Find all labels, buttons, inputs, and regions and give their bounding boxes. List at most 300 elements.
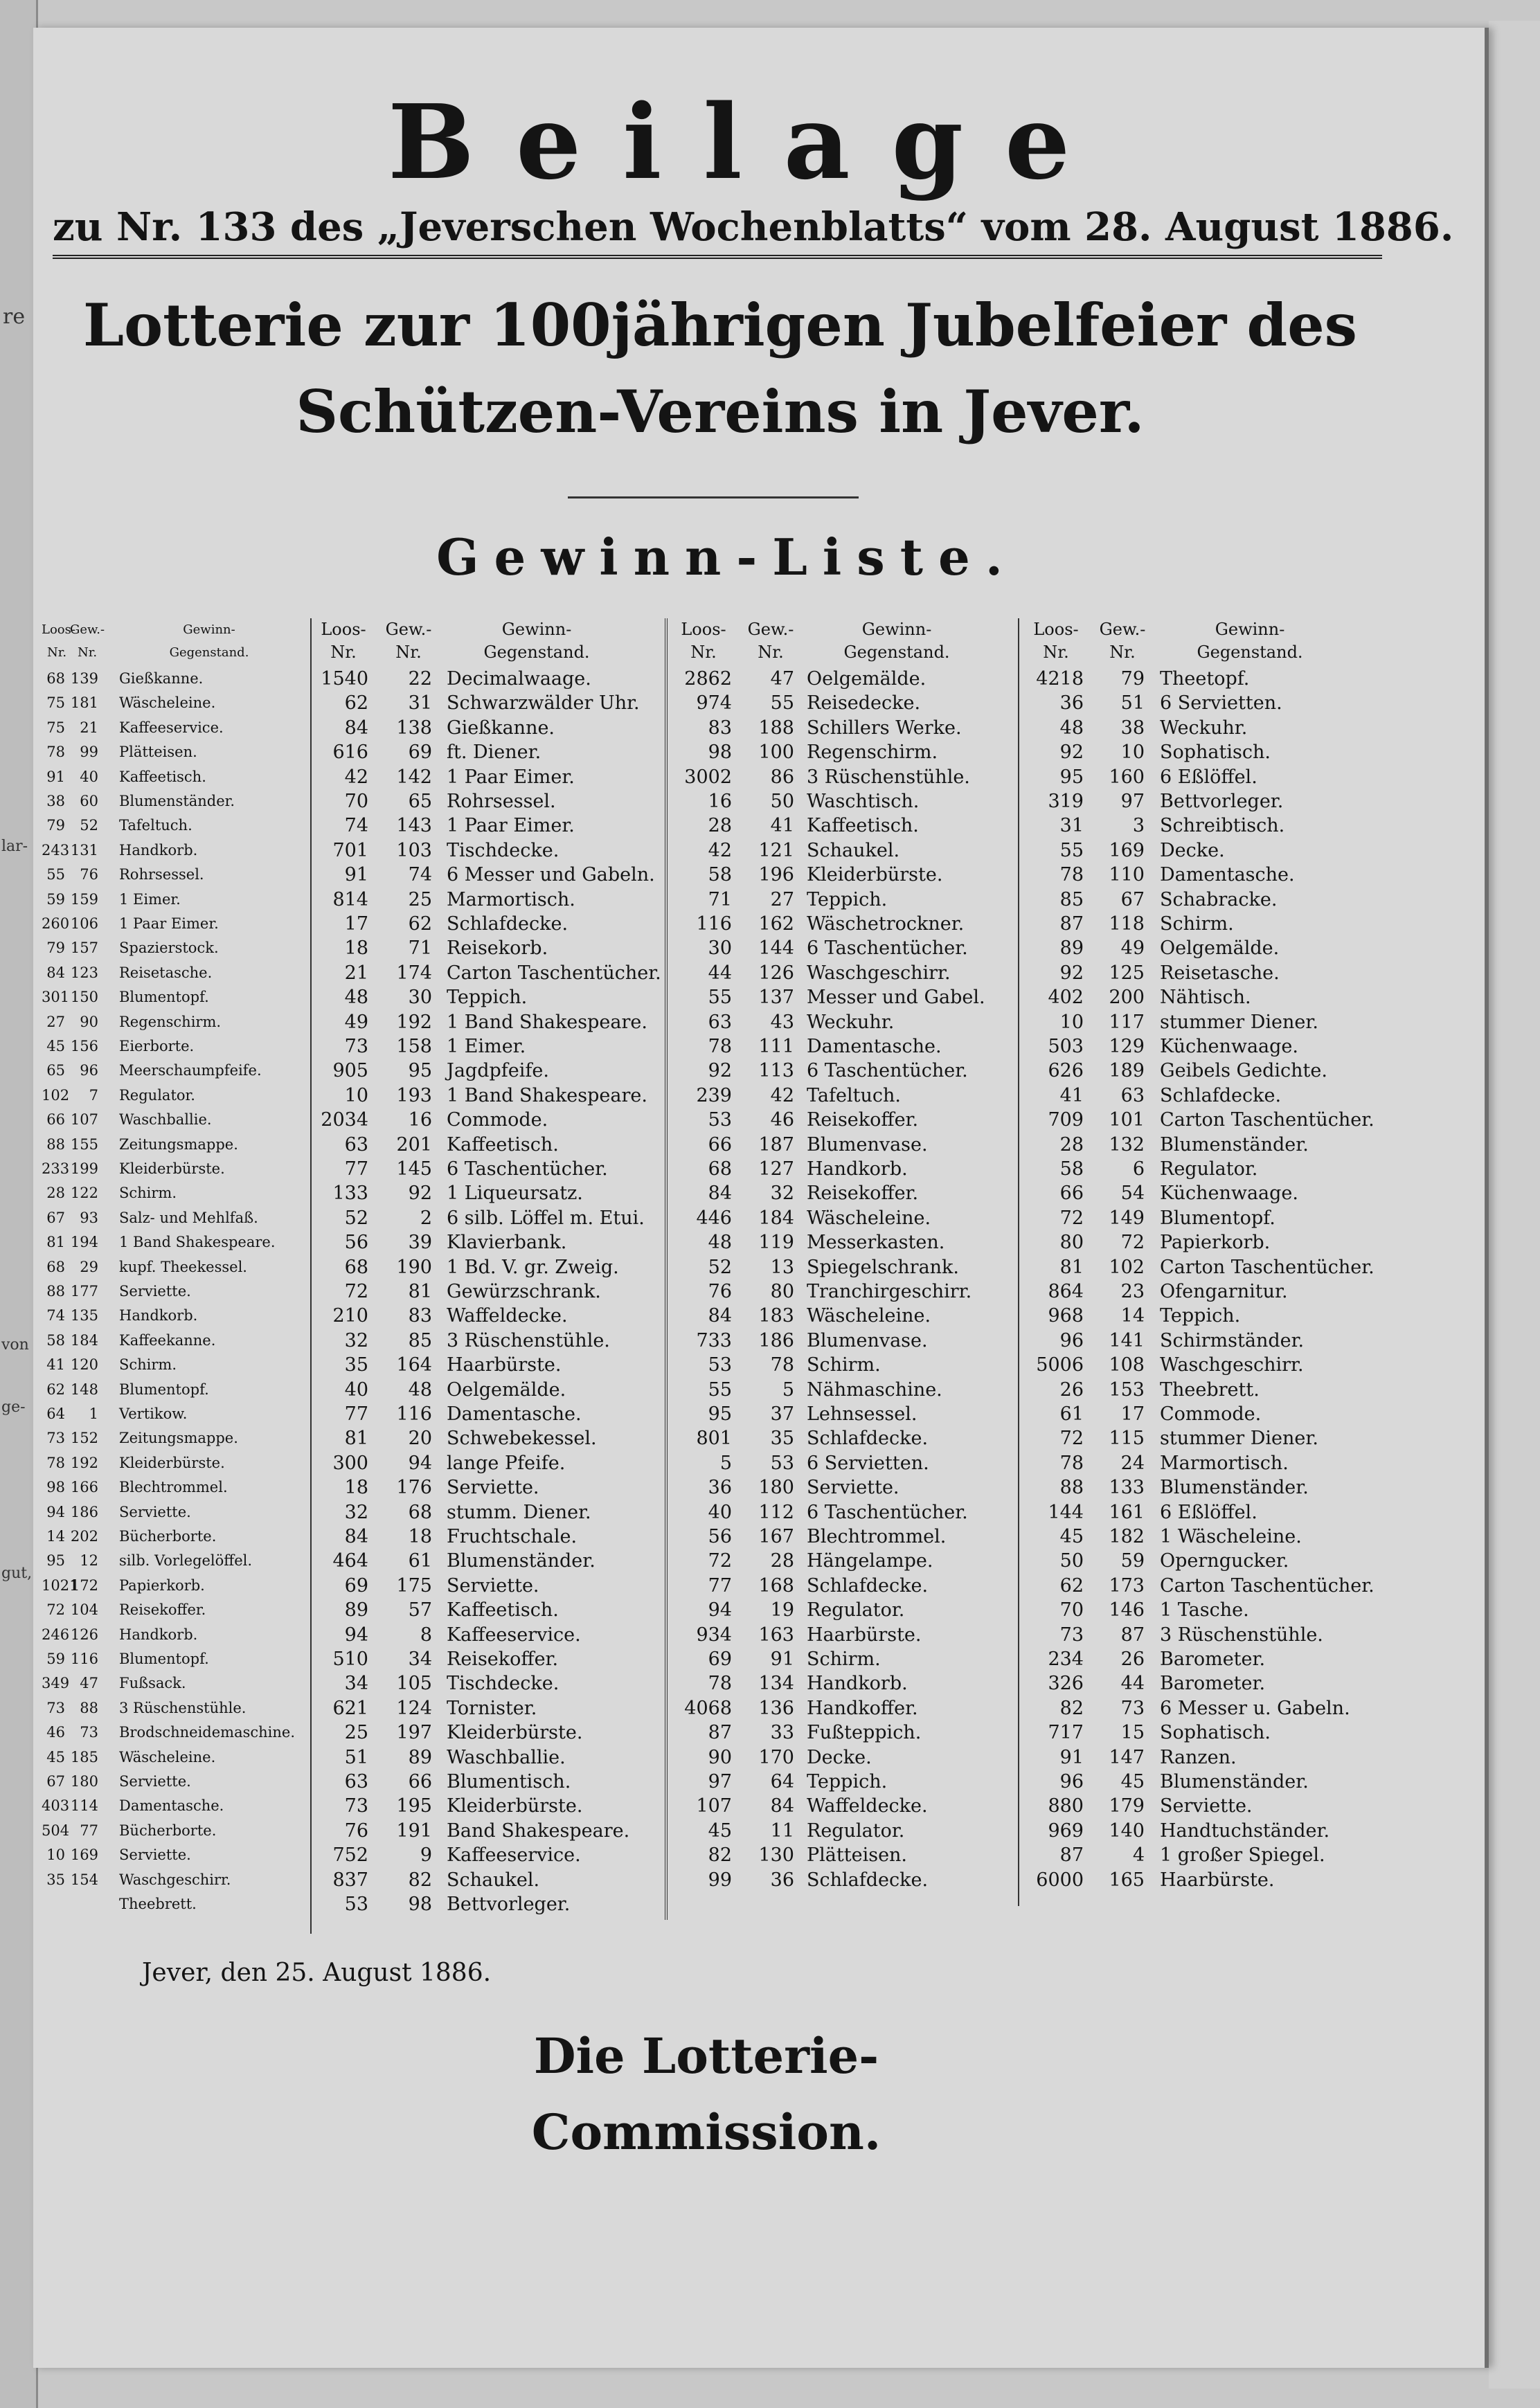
- loos-number: 446: [696, 1207, 732, 1229]
- loos-number: 78: [46, 744, 65, 761]
- loos-number: 62: [344, 692, 368, 715]
- prize-number: 186: [758, 1329, 794, 1351]
- loos-number: 84: [344, 1526, 368, 1547]
- table-row: [312, 1720, 658, 1745]
- loos-number: 31: [1059, 815, 1084, 837]
- loos-number: 2862: [684, 668, 732, 690]
- prize-number: 10: [1120, 742, 1145, 764]
- prize-item: Wäscheleine.: [119, 1748, 216, 1765]
- prize-item: Decimalwaage.: [447, 668, 591, 690]
- prize-item: Vertikow.: [119, 1405, 188, 1422]
- prize-number: 45: [1120, 1771, 1145, 1792]
- loos-number: 48: [344, 987, 368, 1009]
- prize-number: 193: [396, 1084, 432, 1106]
- table-row: [1021, 1525, 1381, 1549]
- prize-number: 31: [408, 692, 432, 715]
- prize-item: Schillers Werke.: [807, 717, 962, 739]
- prize-number: 40: [80, 768, 98, 785]
- table-row: [312, 1426, 658, 1450]
- loos-number: 89: [1059, 937, 1084, 960]
- prize-number: 87: [1120, 1624, 1145, 1646]
- prize-item: Jagdpfeife.: [447, 1060, 549, 1082]
- prize-number: 11: [770, 1820, 794, 1842]
- prize-item: stummer Diener.: [1160, 1428, 1318, 1450]
- loos-number: 99: [708, 1869, 732, 1891]
- prize-number: 166: [70, 1479, 98, 1496]
- table-row: [1021, 1279, 1381, 1304]
- margin-fragment: lar-: [1, 838, 28, 855]
- table-row: [312, 1451, 658, 1475]
- table-row: [668, 1720, 1014, 1745]
- loos-number: 56: [344, 1232, 368, 1254]
- table-row: [668, 888, 1014, 912]
- prize-number: 140: [1109, 1820, 1145, 1842]
- table-row: [1021, 838, 1381, 863]
- prize-item: Schirm.: [807, 1354, 881, 1376]
- loos-number: 42: [708, 839, 732, 861]
- table-row: [1021, 1819, 1381, 1843]
- prize-number: 129: [1109, 1036, 1145, 1057]
- table-row: [312, 936, 658, 960]
- prize-number: 159: [70, 890, 98, 908]
- table-row: [42, 1671, 305, 1696]
- prize-item: Plätteisen.: [807, 1844, 908, 1867]
- table-row: [312, 1868, 658, 1892]
- prize-number: 123: [70, 964, 98, 981]
- lottery-title-line2: Schützen-Vereins in Jever.: [296, 377, 1145, 446]
- prize-number: 3: [1132, 815, 1145, 837]
- loos-number: 73: [46, 1430, 65, 1447]
- prize-item: Brodschneidemaschine.: [119, 1724, 295, 1741]
- prize-number: 96: [80, 1062, 98, 1079]
- prize-item: Spiegelschrank.: [807, 1256, 959, 1278]
- prize-number: 155: [70, 1135, 98, 1153]
- prize-item: Gießkanne.: [447, 717, 555, 739]
- prize-item: Sophatisch.: [1160, 1722, 1271, 1744]
- loos-number: 66: [708, 1133, 732, 1156]
- prize-number: 93: [80, 1209, 98, 1226]
- table-row: [312, 740, 658, 764]
- table-row: [42, 985, 305, 1009]
- prize-item: stumm. Diener.: [447, 1501, 591, 1523]
- loos-number: 95: [708, 1403, 732, 1425]
- table-row: [312, 1157, 658, 1181]
- prize-item: Nähmaschine.: [807, 1378, 942, 1401]
- table-row: [668, 1819, 1014, 1843]
- table-row: [312, 1647, 658, 1671]
- table-row: [42, 1010, 305, 1034]
- prize-item: Klavierbank.: [447, 1232, 567, 1254]
- prize-item: Plätteisen.: [119, 744, 197, 761]
- prize-number: 202: [70, 1528, 98, 1545]
- loos-number: 116: [696, 913, 732, 935]
- loos-number: 4218: [1036, 668, 1084, 690]
- prize-item: kupf. Theekessel.: [119, 1258, 247, 1275]
- loos-number: 98: [708, 742, 732, 764]
- loos-number: 616: [332, 742, 368, 764]
- prize-item: 3 Rüschenstühle.: [807, 766, 970, 788]
- table-row: [668, 1181, 1014, 1205]
- prize-number: 116: [396, 1403, 432, 1425]
- prize-item: Küchenwaage.: [1160, 1036, 1298, 1057]
- table-row: [1021, 667, 1381, 691]
- table-row: [312, 691, 658, 715]
- prize-item: Schirm.: [1160, 913, 1234, 935]
- prize-number: 27: [770, 888, 794, 910]
- loos-number: 84: [46, 964, 65, 981]
- prize-item: Schwarzwälder Uhr.: [447, 692, 640, 715]
- loos-number: 25: [344, 1722, 368, 1744]
- table-row: [42, 1426, 305, 1450]
- table-row: [668, 716, 1014, 740]
- prize-item: Zeitungsmappe.: [119, 1135, 238, 1153]
- table-row: [668, 1745, 1014, 1770]
- prize-item: 6 Taschentücher.: [807, 937, 968, 960]
- table-row: [668, 1549, 1014, 1573]
- prize-item: Papierkorb.: [119, 1576, 205, 1594]
- prize-item: Waschballie.: [119, 1111, 212, 1129]
- loos-number: 88: [1059, 1477, 1084, 1499]
- prize-item: Serviette.: [807, 1477, 899, 1499]
- table-row: [668, 1059, 1014, 1083]
- loos-number: 87: [1059, 1844, 1084, 1867]
- loos-number: 36: [708, 1477, 732, 1499]
- prize-item: Küchenwaage.: [1160, 1183, 1298, 1205]
- table-row: [1021, 691, 1381, 715]
- loos-number: 10: [1059, 1011, 1084, 1033]
- issue-date: 28. August 1886.: [1084, 204, 1454, 250]
- loos-number: 45: [1059, 1526, 1084, 1547]
- prize-item: Weckuhr.: [807, 1011, 895, 1033]
- table-row: [312, 1525, 658, 1549]
- prize-item: Regulator.: [119, 1086, 195, 1104]
- table-row: [42, 1598, 305, 1622]
- table-row: [42, 1819, 305, 1843]
- prize-number: 59: [1120, 1550, 1145, 1572]
- prize-item: Messerkasten.: [807, 1232, 945, 1254]
- prize-number: 130: [758, 1844, 794, 1867]
- prize-item: Hängelampe.: [807, 1550, 933, 1572]
- table-row: [668, 863, 1014, 887]
- table-row: [42, 1647, 305, 1671]
- table-row: [312, 961, 661, 985]
- table-row: [42, 1868, 305, 1892]
- loos-number: 402: [1048, 987, 1084, 1009]
- table-row: [42, 1378, 305, 1402]
- header-loos-nr: Loos- Nr.: [1033, 620, 1079, 662]
- prize-number: 101: [1109, 1109, 1145, 1131]
- margin-fragment: von: [1, 1336, 29, 1354]
- prize-item: Waschgeschirr.: [119, 1871, 231, 1888]
- table-row: [1021, 1574, 1381, 1598]
- prize-number: 199: [70, 1160, 98, 1177]
- prize-item: Teppich.: [447, 987, 528, 1009]
- prize-number: 16: [408, 1109, 432, 1131]
- prize-item: Bücherborte.: [119, 1528, 217, 1545]
- table-row: [312, 1181, 658, 1205]
- prize-item: Serviette.: [119, 1773, 191, 1790]
- loos-number: 83: [708, 717, 732, 739]
- loos-number: 98: [46, 1479, 65, 1496]
- prize-number: 133: [1109, 1477, 1145, 1499]
- loos-number: 87: [1059, 913, 1084, 935]
- prize-item: Marmortisch.: [447, 888, 575, 910]
- prize-number: 14: [1120, 1305, 1145, 1327]
- prize-number: 72: [1120, 1232, 1145, 1254]
- prize-number: 188: [758, 717, 794, 739]
- header-loos-nr: Loos- Nr.: [42, 622, 75, 660]
- loos-number: 48: [1059, 717, 1084, 739]
- prize-number: 164: [396, 1354, 432, 1376]
- loos-number: 233: [42, 1160, 70, 1177]
- loos-number: 89: [344, 1599, 368, 1621]
- prize-number: 148: [70, 1381, 98, 1398]
- table-row: [312, 1475, 658, 1500]
- prize-number: 195: [396, 1795, 432, 1817]
- table-row: [42, 667, 305, 691]
- loos-number: 260: [42, 915, 70, 932]
- table-row: [668, 1084, 1014, 1108]
- loos-number: 17: [344, 913, 368, 935]
- loos-number: 35: [344, 1354, 368, 1376]
- table-row: [1021, 863, 1381, 887]
- prize-item: Kleiderbürste.: [807, 864, 943, 886]
- loos-number: 49: [344, 1011, 368, 1033]
- prize-number: 146: [1109, 1599, 1145, 1621]
- prize-number: 147: [1109, 1746, 1145, 1768]
- prize-item: Gewürzschrank.: [447, 1281, 601, 1302]
- loos-number: 69: [344, 1574, 368, 1597]
- loos-number: 95: [1059, 766, 1084, 788]
- table-row: [312, 1010, 658, 1034]
- prize-column: [1021, 618, 1381, 1920]
- table-row: [42, 1353, 305, 1377]
- prize-number: 182: [1109, 1526, 1145, 1547]
- table-row: [312, 1084, 658, 1108]
- table-row: [1021, 1206, 1381, 1230]
- prize-number: 185: [70, 1748, 98, 1765]
- loos-number: 55: [1059, 839, 1084, 861]
- loos-number: 18: [344, 1477, 368, 1499]
- loos-number: 27: [46, 1013, 65, 1030]
- loos-number: 880: [1048, 1795, 1084, 1817]
- prize-item: Schlafdecke.: [447, 913, 568, 935]
- table-row: [1021, 1696, 1381, 1720]
- table-row: [312, 765, 658, 789]
- prize-item: Wäscheleine.: [119, 694, 216, 712]
- prize-item: Marmortisch.: [1160, 1452, 1289, 1474]
- table-row: [42, 1230, 305, 1255]
- prize-number: 100: [758, 742, 794, 764]
- prize-number: 80: [770, 1281, 794, 1302]
- loos-number: 75: [46, 694, 65, 712]
- table-row: [1021, 1794, 1381, 1818]
- prize-number: 98: [408, 1894, 432, 1915]
- loos-number: 36: [1059, 692, 1084, 715]
- prize-number: 169: [70, 1847, 98, 1864]
- loos-number: 58: [46, 1331, 65, 1349]
- prize-number: 169: [1109, 839, 1145, 861]
- loos-number: 814: [332, 888, 368, 910]
- prize-number: 53: [770, 1452, 794, 1474]
- prize-number: 194: [70, 1234, 98, 1251]
- loos-number: 92: [1059, 962, 1084, 984]
- prize-item: Handkorb.: [807, 1673, 908, 1695]
- loos-number: 5: [719, 1452, 732, 1474]
- table-row: [312, 1279, 658, 1304]
- prize-number: 189: [1109, 1060, 1145, 1082]
- prize-item: Waschtisch.: [807, 791, 920, 812]
- loos-number: 16: [708, 791, 732, 812]
- table-row: [1021, 1157, 1381, 1181]
- prize-number: 131: [70, 841, 98, 859]
- prize-number: 156: [70, 1038, 98, 1054]
- table-row: [42, 1843, 305, 1867]
- prize-number: 104: [70, 1601, 98, 1619]
- table-row: [668, 1010, 1014, 1034]
- prize-number: 125: [1109, 962, 1145, 984]
- prize-number: 90: [80, 1013, 98, 1030]
- prize-item: Waschgeschirr.: [807, 962, 951, 984]
- prize-item: Commode.: [447, 1109, 548, 1131]
- loos-number: 91: [1059, 1746, 1084, 1768]
- prize-number: 173: [1109, 1574, 1145, 1597]
- prize-number: 102: [1109, 1256, 1145, 1278]
- prize-item: Wäschetrockner.: [807, 913, 965, 935]
- table-row: [42, 1157, 305, 1181]
- loos-number: 88: [46, 1135, 65, 1153]
- prize-item: Damentasche.: [447, 1403, 582, 1425]
- prize-number: 92: [408, 1183, 432, 1205]
- loos-number: 94: [708, 1599, 732, 1621]
- prize-number: 135: [70, 1307, 98, 1324]
- loos-number: 91: [46, 768, 65, 785]
- prize-number: 52: [80, 817, 98, 834]
- prize-item: Damentasche.: [119, 1797, 224, 1815]
- prize-number: 63: [1120, 1084, 1145, 1106]
- prize-number: 47: [80, 1675, 98, 1692]
- table-row: [668, 1353, 1014, 1377]
- table-row: [42, 838, 305, 863]
- prize-number: 65: [408, 791, 432, 812]
- loos-number: 72: [1059, 1428, 1084, 1450]
- prize-column: [668, 618, 1014, 1920]
- prize-number: 183: [758, 1305, 794, 1327]
- table-row: [42, 1084, 305, 1108]
- table-row: [1021, 1133, 1381, 1157]
- prize-item: 1 Band Shakespeare.: [447, 1011, 647, 1033]
- loos-number: 68: [46, 1258, 65, 1275]
- loos-number: 243: [42, 841, 70, 859]
- prize-item: Handkorb.: [119, 1307, 198, 1324]
- prize-item: 1 Paar Eimer.: [447, 815, 575, 837]
- loos-number: 210: [332, 1305, 368, 1327]
- loos-number: 96: [1059, 1329, 1084, 1351]
- table-row: [312, 1574, 658, 1598]
- prize-item: Weckuhr.: [1160, 717, 1248, 739]
- prize-item: Lehnsessel.: [807, 1403, 917, 1425]
- loos-number: 82: [708, 1844, 732, 1867]
- prize-number: 21: [80, 719, 98, 736]
- prize-number: 167: [758, 1526, 794, 1547]
- loos-number: 59: [46, 890, 65, 908]
- table-row: [312, 1623, 658, 1647]
- table-row: [1021, 1059, 1381, 1083]
- prize-item: Sophatisch.: [1160, 742, 1271, 764]
- prize-number: 122: [70, 1185, 98, 1202]
- table-row: [42, 1549, 305, 1573]
- prize-item: Tafeltuch.: [119, 817, 192, 834]
- table-row: [42, 1206, 305, 1230]
- table-row: [42, 1133, 305, 1157]
- prize-item: 1 Eimer.: [447, 1036, 526, 1057]
- prize-item: Operngucker.: [1160, 1550, 1289, 1572]
- table-row: [312, 912, 658, 936]
- loos-number: 46: [46, 1724, 65, 1741]
- table-row: [1021, 1084, 1381, 1108]
- prize-item: Oelgemälde.: [1160, 937, 1280, 960]
- loos-number: 85: [1059, 888, 1084, 910]
- margin-fragment: re: [3, 305, 26, 329]
- issue-middle: des „Jeverschen Wochenblatts“ vom: [289, 204, 1071, 250]
- table-row: [1021, 1475, 1381, 1500]
- table-row: [312, 1843, 658, 1867]
- prize-item: 6 Taschentücher.: [447, 1158, 608, 1180]
- prize-number: 24: [1120, 1452, 1145, 1474]
- loos-number: 68: [708, 1158, 732, 1180]
- prize-number: 105: [396, 1673, 432, 1695]
- table-row: [42, 936, 305, 960]
- prize-number: 13: [770, 1256, 794, 1278]
- prize-number: 153: [1109, 1378, 1145, 1401]
- loos-number: 48: [708, 1232, 732, 1254]
- loos-number: 28: [708, 815, 732, 837]
- loos-number: 84: [344, 717, 368, 739]
- prize-item: Kleiderbürste.: [447, 1722, 583, 1744]
- prize-number: 8: [420, 1624, 432, 1646]
- loos-number: 38: [46, 793, 65, 809]
- loos-number: 91: [344, 864, 368, 886]
- prize-item: Kaffeeservice.: [119, 719, 224, 736]
- table-row: [668, 838, 1014, 863]
- prize-item: 6 Messer u. Gabeln.: [1160, 1697, 1350, 1719]
- prize-number: 54: [1120, 1183, 1145, 1205]
- loos-number: 21: [344, 962, 368, 984]
- table-row: [1021, 1010, 1381, 1034]
- prize-number: 107: [70, 1111, 98, 1129]
- loos-number: 28: [46, 1185, 65, 1202]
- loos-number: 2034: [321, 1109, 368, 1131]
- prize-number: 158: [396, 1036, 432, 1057]
- table-row: [1021, 740, 1381, 764]
- prize-number: 38: [1120, 717, 1145, 739]
- prize-number: 126: [758, 962, 794, 984]
- table-row: [312, 1059, 658, 1083]
- table-row: [42, 716, 305, 740]
- margin-fragment: gut,: [1, 1565, 33, 1582]
- prize-number: 74: [408, 864, 432, 886]
- loos-number: 301: [42, 989, 70, 1006]
- prize-item: Reisekoffer.: [119, 1601, 206, 1619]
- prize-item: Tafeltuch.: [807, 1084, 901, 1106]
- prize-number: 149: [1109, 1207, 1145, 1229]
- prize-item: 1 großer Spiegel.: [1160, 1844, 1325, 1867]
- prize-item: Bücherborte.: [119, 1822, 217, 1839]
- prize-item: Reisetasche.: [119, 964, 213, 981]
- prize-item: Regulator.: [807, 1820, 905, 1842]
- table-row: [1021, 936, 1381, 960]
- prize-number: 81: [408, 1281, 432, 1302]
